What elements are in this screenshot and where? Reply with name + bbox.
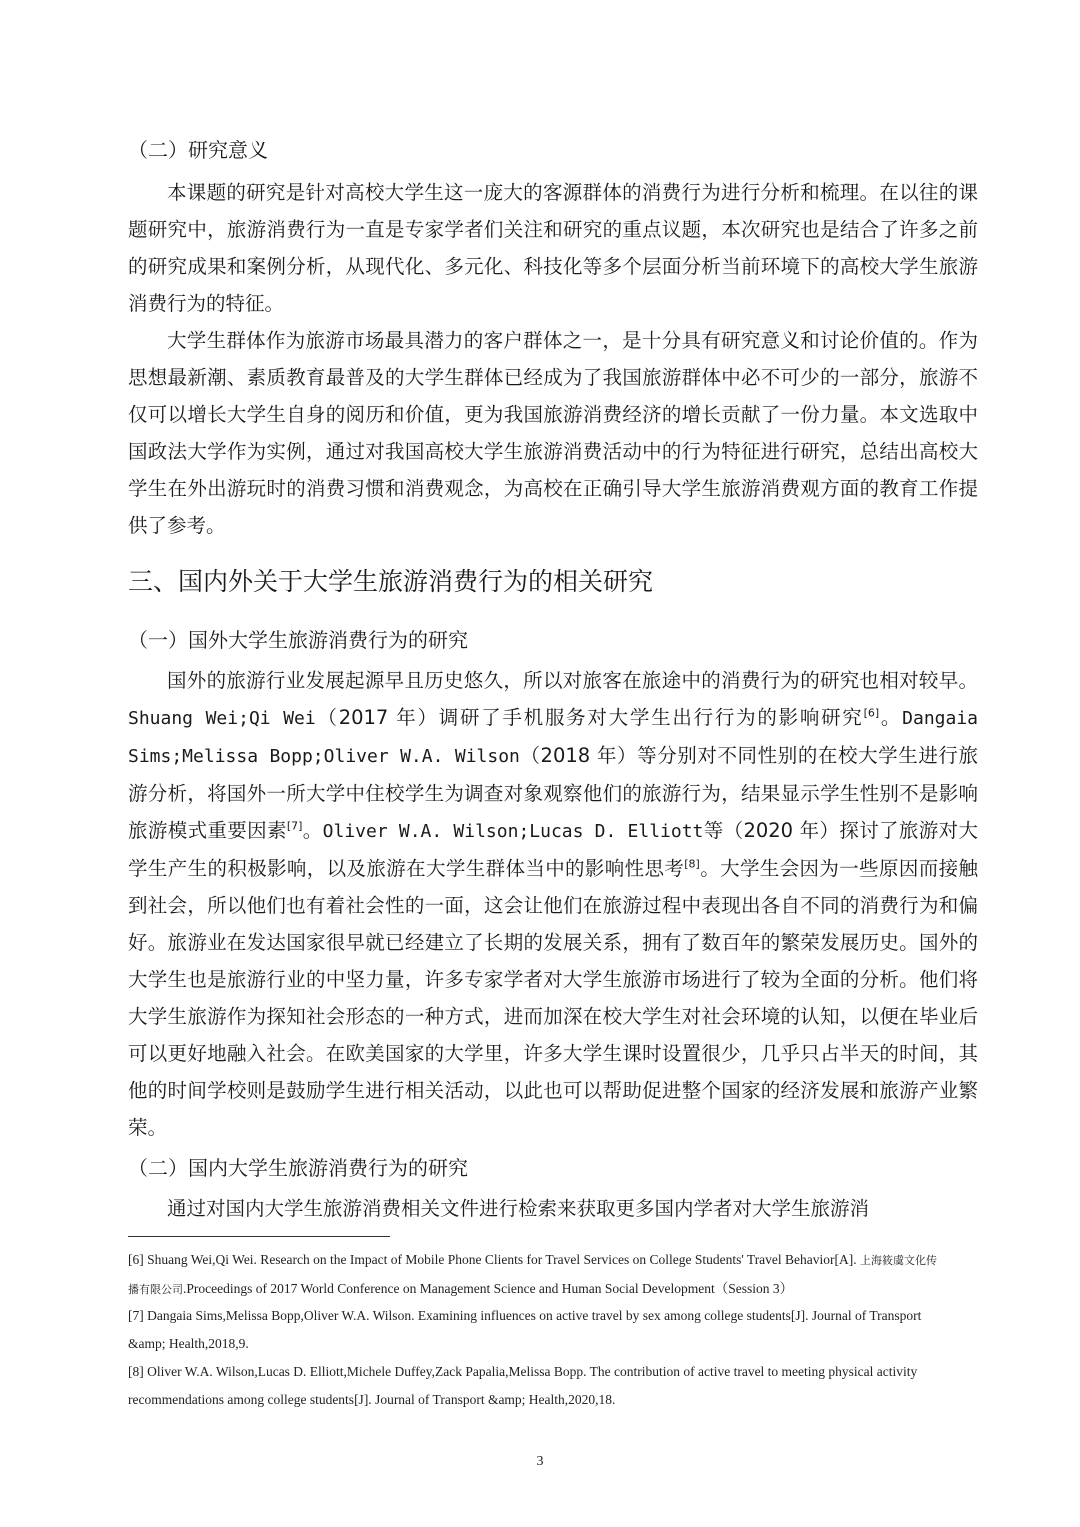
paragraph: 大学生群体作为旅游市场最具潜力的客户群体之一，是十分具有研究意义和讨论价值的。作为思想最新潮、素质教育最普及的大学生群体已经成为了我国旅游群体中必不可少的一部分，旅游不仅可以增长大学生自身的阅历和价值，更为我国旅游消费经济的增长贡献了一份力量。本文选取中国政法大学作为实例，通过对我国高校大学生旅游消费活动中的行为特征进行研究，总结出高校大学生在外出游玩时的消费习惯和消费观念，为高校在正确引导大学生旅游消费观方面的教育工作提供了参考。 [128, 329, 978, 537]
citation-ref[interactable]: [7] [286, 819, 303, 833]
footnote-text: [6] Shuang Wei,Qi Wei. Research on the Impact of Mobile Phone Clients for Travel Services on College Students' Travel Behavior[A]. [128, 1252, 857, 1267]
footnote-line: [8] Oliver W.A. Wilson,Lucas D. Elliott,Michele Duffey,Zack Papalia,Melissa Bopp. The contribution of active travel to meeting physical activity [128, 1364, 918, 1379]
footnote-6 [128, 1246, 958, 1304]
paragraph: 本课题的研究是针对高校大学生这一庞大的客源群体的消费行为进行分析和梳理。在以往的课题研究中，旅游消费行为一直是专家学者们关注和研究的重点议题，本次研究也是结合了许多之前的研究成果和案例分析，从现代化、多元化、科技化等多个层面分析当前环境下的高校大学生旅游消费行为的特征。 [128, 181, 978, 315]
text-run: 。 [302, 819, 323, 842]
text-run: （2018 年）等分别对不同性别的在校大学生进行旅游分析，将国外一所大学中住校学生为调查对象观察他们的旅游行为，结果显示学生性别不是影响旅游模式重要因素 [128, 744, 978, 842]
section-heading-domestic-research: （二）国内大学生旅游消费行为的研究 [128, 1156, 468, 1180]
footnote-line [128, 1246, 958, 1275]
footnote-line [128, 1275, 958, 1304]
section-heading-research-significance: （二）研究意义 [128, 138, 268, 162]
footnote-line: recommendations among college students[J]. Journal of Transport &amp; Health,2020,18. [128, 1392, 616, 1407]
footnote-separator [128, 1236, 390, 1237]
footnote-text: 上海筱虞文化传 [860, 1254, 938, 1267]
text-run: 。 [879, 706, 903, 729]
footnote-line: [7] Dangaia Sims,Melissa Bopp,Oliver W.A. Wilson. Examining influences on active travel by sex among college students[J]. Journal of Transport [128, 1308, 922, 1323]
research-significance-body [128, 174, 978, 544]
footnote-text: .Proceedings of 2017 World Conference on Management Science and Human Social Development（Session 3） [183, 1281, 794, 1296]
text-run: 等（2020 年）探讨了旅游对大学生产生的积极影响，以及旅游在大学生群体当中的影响性思考 [128, 819, 978, 880]
citation-ref[interactable]: [6] [863, 706, 880, 720]
page-number: 3 [536, 1454, 544, 1469]
domestic-research-body [128, 1190, 978, 1227]
section-heading-foreign-research: （一）国外大学生旅游消费行为的研究 [128, 628, 468, 652]
text-run: （2017 年）调研了手机服务对大学生出行行为的影响研究 [315, 706, 864, 729]
author-names: Oliver W.A. Wilson;Lucas D. Elliott [322, 821, 704, 842]
footnote-8 [128, 1358, 958, 1414]
text-run: 国外的旅游行业发展起源早且历史悠久，所以对旅客在旅途中的消费行为的研究也相对较早。 [167, 669, 978, 692]
author-names: Dangaia Sims;Melissa Bopp;Oliver W.A. Wilson [128, 708, 978, 767]
footnote-text: 播有限公司 [128, 1283, 183, 1296]
paragraph: 通过对国内大学生旅游消费相关文件进行检索来获取更多国内学者对大学生旅游消 [167, 1197, 870, 1220]
footnote-7 [128, 1302, 958, 1358]
author-names: Shuang Wei;Qi Wei [128, 708, 316, 729]
foreign-research-body [128, 662, 978, 1146]
text-run: 。大学生会因为一些原因而接触到社会，所以他们也有着社会性的一面，这会让他们在旅游过程中表现出各自不同的消费行为和偏好。旅游业在发达国家很早就已经建立了长期的发展关系，拥有了数百年的繁荣发展历史。国外的大学生也是旅游行业的中坚力量，许多专家学者对大学生旅游市场进行了较为全面的分析。他们将大学生旅游作为探知社会形态的一种方式，进而加深在校大学生对社会环境的认知，以便在毕业后可以更好地融入社会。在欧美国家的大学里，许多大学生课时设置很少，几乎只占半天的时间，其他的时间学校则是鼓励学生进行相关活动，以此也可以帮助促进整个国家的经济发展和旅游产业繁荣。 [128, 857, 978, 1139]
chapter-heading: 三、国内外关于大学生旅游消费行为的相关研究 [128, 567, 654, 596]
footnote-line: &amp; Health,2018,9. [128, 1336, 249, 1351]
citation-ref[interactable]: [8] [684, 857, 700, 871]
paragraph [128, 662, 978, 1146]
